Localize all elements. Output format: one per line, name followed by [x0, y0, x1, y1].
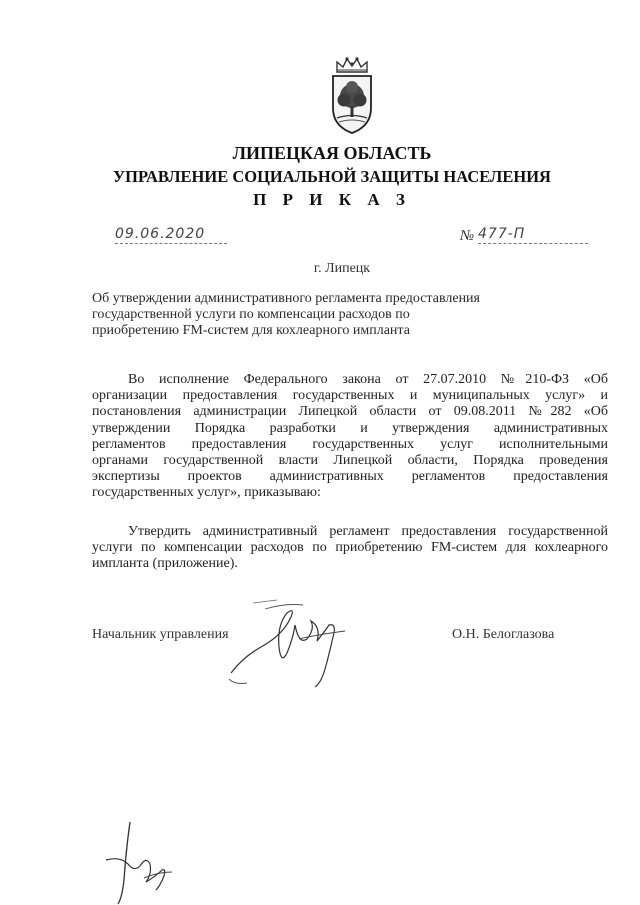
city-line: г. Липецк	[313, 261, 371, 276]
order-subject	[92, 291, 532, 339]
order-number: 477-П	[478, 226, 588, 244]
handwritten-signature	[225, 595, 375, 695]
order-number-label: №	[460, 228, 475, 244]
order-line: Утвердить административный регламент предоставления государственной	[128, 524, 608, 539]
subject-line: приобретению FM-систем для кохлеарного импланта	[92, 323, 410, 338]
department-title: УПРАВЛЕНИЕ СОЦИАЛЬНОЙ ЗАЩИТЫ НАСЕЛЕНИЯ	[113, 167, 551, 186]
preamble-line: регламентов предоставления государственных услуг исполнительными	[92, 436, 608, 452]
order-paragraph	[92, 524, 608, 573]
subject-line: государственной услуги по компенсации расходов по	[92, 307, 410, 322]
document-type-title: П Р И К А З	[253, 190, 411, 209]
preamble-line: экспертизы проектов административных регламентов предоставления	[92, 469, 608, 485]
preamble-line: организации предоставления государственных и муниципальных услуг» и	[92, 388, 608, 404]
order-line: импланта (приложение).	[92, 556, 238, 572]
preamble-paragraph	[92, 372, 608, 502]
order-date: 09.06.2020	[115, 226, 227, 244]
preamble-line: органами государственной власти Липецкой области, Порядка проведения	[92, 452, 608, 468]
signatory-name: О.Н. Белоглазова	[452, 627, 555, 642]
region-title: ЛИПЕЦКАЯ ОБЛАСТЬ	[232, 143, 432, 163]
handwritten-initials	[100, 820, 180, 905]
subject-line: Об утверждении административного регламента предоставления	[92, 291, 480, 306]
preamble-line: утверждении Порядка разработки и утверждения административных	[92, 420, 608, 436]
preamble-line: постановления администрации Липецкой области от 09.08.2011 №282 «Об	[92, 404, 608, 420]
order-line: услуги по компенсации расходов по приобретению FM-систем для кохлеарного	[92, 540, 608, 556]
preamble-line: Во исполнение Федерального закона от 27.07.2010 №210-ФЗ «Об	[128, 372, 608, 387]
preamble-line: государственных услуг», приказываю:	[92, 485, 321, 501]
signatory-title: Начальник управления	[92, 627, 229, 642]
coat-of-arms-icon	[325, 56, 379, 136]
